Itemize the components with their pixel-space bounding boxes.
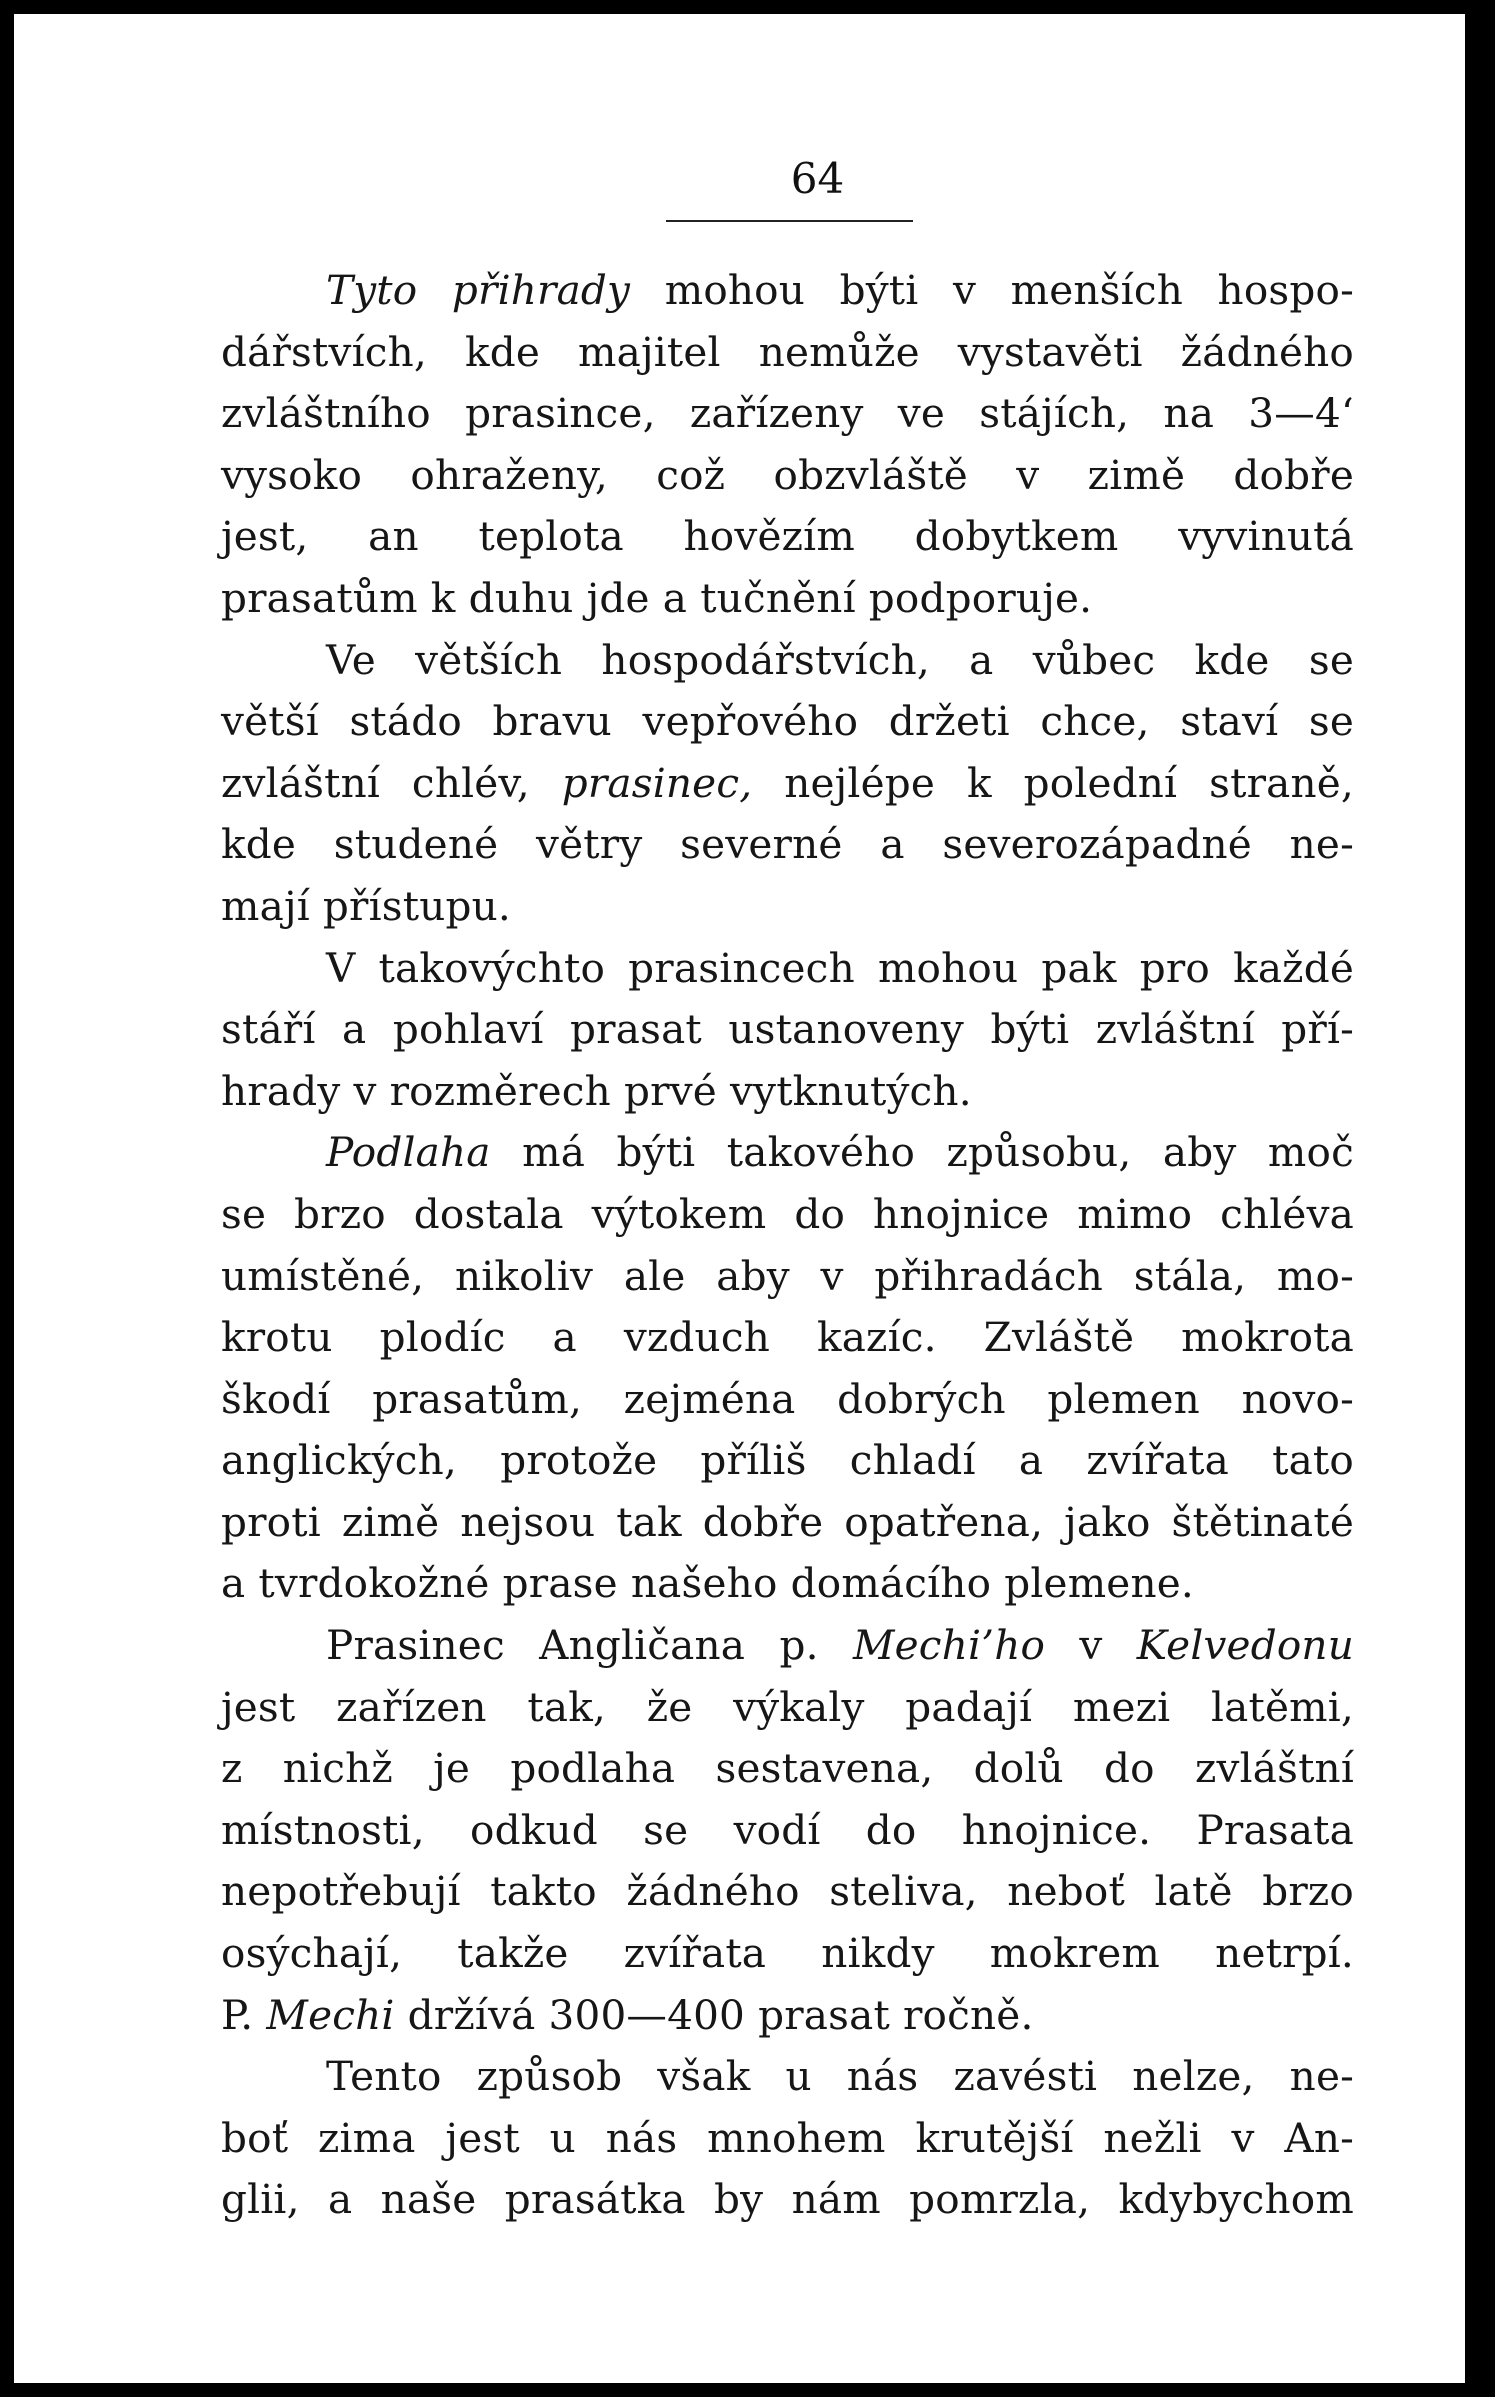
text-run: mají přístupu.	[221, 881, 511, 930]
text-run: glii, a naše prasátka by nám pomrzla, kdybychom	[221, 2175, 1354, 2224]
text-line	[221, 1553, 1354, 1615]
text-run: držívá 300—400 prasat ročně.	[394, 1990, 1034, 2039]
italic-term: Mechi’ho	[852, 1621, 1046, 1670]
text-run: umístěné, nikoliv ale aby v přihradách stála, mo-	[221, 1251, 1354, 1300]
text-run: krotu plodíc a vzduch kazíc. Zvláště mokrota	[221, 1313, 1354, 1362]
text-run: Prasinec Angličana p.	[326, 1621, 853, 1670]
text-run: jest zařízen tak, že výkaly padají mezi latěmi,	[221, 1682, 1354, 1731]
text-line	[221, 1307, 1354, 1369]
text-run: mohou býti v menších hospo-	[630, 266, 1354, 314]
text-line	[221, 1122, 1354, 1184]
body-text	[221, 260, 1354, 2231]
text-run: kde studené větry severné a severozápadné ne-	[221, 820, 1354, 869]
text-line	[221, 568, 1354, 630]
text-line	[221, 814, 1354, 876]
text-line	[221, 260, 1354, 322]
text-line	[221, 1985, 1354, 2047]
text-line	[221, 753, 1354, 815]
text-line	[221, 506, 1354, 568]
italic-term: Tyto přihrady	[326, 266, 631, 314]
text-run: nepotřebují takto žádného steliva, neboť latě brzo	[221, 1867, 1354, 1916]
text-run: škodí prasatům, zejména dobrých plemen novo-	[221, 1374, 1354, 1423]
text-run: P.	[221, 1990, 267, 2039]
text-line	[221, 2169, 1354, 2231]
text-run: v	[1045, 1621, 1137, 1670]
text-line	[221, 1861, 1354, 1923]
text-run: Ve větších hospodářstvích, a vůbec kde se	[326, 635, 1354, 684]
text-line	[221, 1430, 1354, 1492]
text-line	[221, 322, 1354, 384]
header-rule	[666, 220, 913, 222]
text-line	[221, 1492, 1354, 1554]
text-line	[221, 383, 1354, 445]
text-run: anglických, protože příliš chladí a zvířata tato	[221, 1436, 1354, 1485]
text-run: zvláštní chlév,	[221, 758, 562, 807]
text-line	[221, 999, 1354, 1061]
text-line	[221, 1184, 1354, 1246]
text-line	[221, 1615, 1354, 1677]
text-run: jest, an teplota hovězím dobytkem vyvinutá	[221, 512, 1354, 561]
text-run: hrady v rozměrech prvé vytknutých.	[221, 1066, 972, 1115]
text-line	[221, 1246, 1354, 1308]
text-run: větší stádo bravu vepřového držeti chce, staví se	[221, 697, 1354, 746]
text-line	[221, 2108, 1354, 2170]
text-run: vysoko ohraženy, což obzvláště v zimě dobře	[221, 450, 1354, 499]
text-line	[221, 2046, 1354, 2108]
text-run: prasatům k duhu jde a tučnění podporuje.	[221, 573, 1093, 622]
text-run: boť zima jest u nás mnohem krutější nežli v An-	[221, 2113, 1354, 2162]
text-run: dářstvích, kde majitel nemůže vystavěti žádného	[221, 327, 1354, 376]
text-run: osýchají, takže zvířata nikdy mokrem netrpí.	[221, 1929, 1354, 1978]
book-page	[14, 14, 1465, 2383]
text-line	[221, 1800, 1354, 1862]
text-line	[221, 691, 1354, 753]
text-line	[221, 1738, 1354, 1800]
text-line	[221, 1677, 1354, 1739]
text-run: místnosti, odkud se vodí do hnojnice. Prasata	[221, 1805, 1354, 1854]
text-run: z nichž je podlaha sestavena, dolů do zvláštní	[221, 1744, 1354, 1793]
italic-term: Mechi	[266, 1990, 395, 2039]
text-run: nejlépe k polední straně,	[752, 758, 1355, 807]
text-run: a tvrdokožné prase našeho domácího plemene.	[221, 1559, 1194, 1608]
text-run: má býti takového způsobu, aby moč	[490, 1128, 1354, 1177]
text-run: zvláštního prasince, zařízeny ve stájích, na 3—4‘	[221, 389, 1354, 438]
text-line	[221, 1923, 1354, 1985]
text-line	[221, 445, 1354, 507]
text-line	[221, 630, 1354, 692]
text-run: se brzo dostala výtokem do hnojnice mimo chléva	[221, 1189, 1354, 1238]
italic-term: prasinec,	[561, 758, 753, 807]
italic-term: Kelvedonu	[1136, 1621, 1354, 1670]
text-run: Tento způsob však u nás zavésti nelze, ne-	[326, 2052, 1354, 2101]
text-run: stáří a pohlaví prasat ustanoveny býti zvláštní pří-	[221, 1005, 1354, 1054]
text-run: proti zimě nejsou tak dobře opatřena, jako štětinaté	[221, 1497, 1354, 1546]
italic-term: Podlaha	[326, 1128, 491, 1177]
text-line	[221, 938, 1354, 1000]
page-number: 64	[790, 154, 845, 203]
text-line	[221, 1369, 1354, 1431]
text-line	[221, 876, 1354, 938]
text-line	[221, 1061, 1354, 1123]
text-run: V takovýchto prasincech mohou pak pro každé	[326, 943, 1354, 992]
